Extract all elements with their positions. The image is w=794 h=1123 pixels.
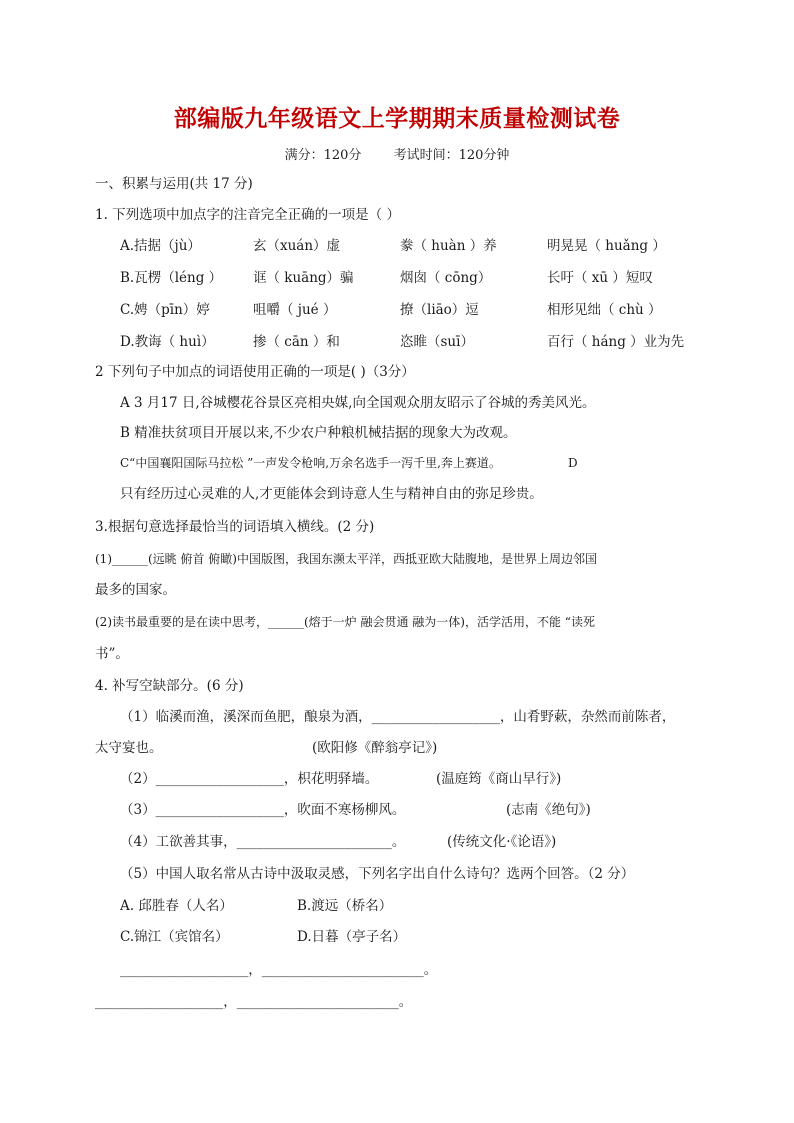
q3-sentence1-cont: 最多的国家。: [95, 582, 176, 598]
q1-option-cell: D.教诲（ huì）: [120, 334, 215, 350]
q2-option-a: A 3 月17 日,谷城樱花谷景区亮相央媒,向全国观众朋友昭示了谷城的秀美风光。: [120, 395, 596, 411]
q1-option-cell: 百行（ háng ）业为先: [547, 334, 685, 350]
q4-item3: （3）___________________，吹面不寒杨柳风。: [120, 802, 406, 818]
q1-option-cell: 相形见绌（ chù ）: [547, 302, 662, 318]
q1-option-cell: 豢（ huàn ）养: [400, 238, 497, 254]
section-heading: 一、积累与运用(共 17 分): [95, 176, 253, 192]
answer-blank-line[interactable]: ___________________，________________________。: [95, 994, 413, 1010]
q1-stem: 1. 下列选项中加点字的注音完全正确的一项是（ ）: [95, 207, 400, 223]
q4-option-d: D.日暮（亭子名）: [297, 929, 407, 945]
q3-sentence2: (2)读书最重要的是在读中思考，______(熔于一炉 融会贯通 融为一体)，活学活用，不能 “读死: [95, 615, 595, 629]
q2-option-d: 只有经历过心灵难的人,才更能体会到诗意人生与精神自由的弥足珍贵。: [120, 486, 543, 502]
q3-sentence2-cont: 书”。: [95, 646, 129, 662]
q1-option-cell: 烟囱（ cōng）: [400, 270, 492, 286]
q2-option-c: C“中国襄阳国际马拉松 ”一声发令枪响,万余名选手一泻千里,奔上赛道。: [120, 456, 501, 470]
exam-meta: [0, 144, 794, 163]
q1-option-cell: 长吁（ xū ）短叹: [547, 270, 653, 286]
q4-item4-source: (传统文化·《论语》): [447, 834, 557, 850]
q4-item1-cont: 太守宴也。: [95, 740, 163, 756]
q1-option-cell: C.娉（pīn）婷: [120, 302, 210, 318]
q2-stem: 2 下列句子中加点的词语使用正确的一项是( )（3分）: [95, 364, 415, 380]
q1-option-cell: 撩（liāo）逗: [400, 302, 479, 318]
q4-option-b: B.渡远（桥名）: [297, 898, 393, 914]
q4-stem: 4. 补写空缺部分。(6 分): [95, 678, 244, 694]
q1-option-cell: 玄（xuán）虚: [253, 238, 341, 254]
q1-option-cell: 诓（ kuāng）骗: [253, 270, 354, 286]
q1-option-cell: 掺（ cān ）和: [253, 334, 340, 350]
q4-option-a: A. 邱胜春（人名）: [120, 898, 233, 914]
q1-option-cell: A.拮据（jù）: [120, 238, 201, 254]
exam-time: 考试时间：120分钟: [393, 148, 510, 163]
q4-item2-source: (温庭筠《商山早行》): [436, 771, 562, 787]
q4-item1-source: (欧阳修《醉翁亭记》): [312, 740, 438, 756]
q4-item4: （4）工欲善其事，_______________________。: [120, 834, 406, 850]
answer-blank-line[interactable]: ___________________，________________________。: [120, 962, 438, 978]
q1-option-cell: B.瓦楞（léng ）: [120, 270, 223, 286]
q1-option-cell: 明晃晃（ huǎng ）: [547, 238, 666, 254]
q2-option-b: B 精准扶贫项目开展以来,不少农户种粮机械拮据的现象大为改观。: [120, 425, 517, 441]
q1-option-cell: 咀嚼（ jué ）: [253, 302, 337, 318]
q4-option-c: C.锦江（宾馆名）: [120, 929, 229, 945]
q4-item5: （5）中国人取名常从古诗中汲取灵感，下列名字出自什么诗句？选两个回答。（2 分）: [120, 866, 635, 882]
q3-sentence1: (1)______(远眺 俯首 俯瞰)中国版图，我国东濒太平洋，西抵亚欧大陆腹地，是世界上周边邻国: [95, 552, 597, 566]
q4-item1: （1）临溪而渔，溪深而鱼肥，酿泉为酒，___________________，山肴野蔌，杂然而前陈者，: [120, 709, 676, 725]
q4-item2: （2）___________________，枳花明驿墙。: [120, 771, 379, 787]
q2-option-d-label: D: [568, 456, 578, 470]
page-title: 部编版九年级语文上学期期末质量检测试卷: [173, 105, 621, 132]
full-score: 满分：120分: [284, 148, 362, 163]
q1-option-cell: 恣睢（suī）: [400, 334, 474, 350]
q4-item3-source: (志南《绝句》): [506, 802, 591, 818]
q3-stem: 3.根据句意选择最恰当的词语填入横线。(2 分): [95, 519, 375, 535]
